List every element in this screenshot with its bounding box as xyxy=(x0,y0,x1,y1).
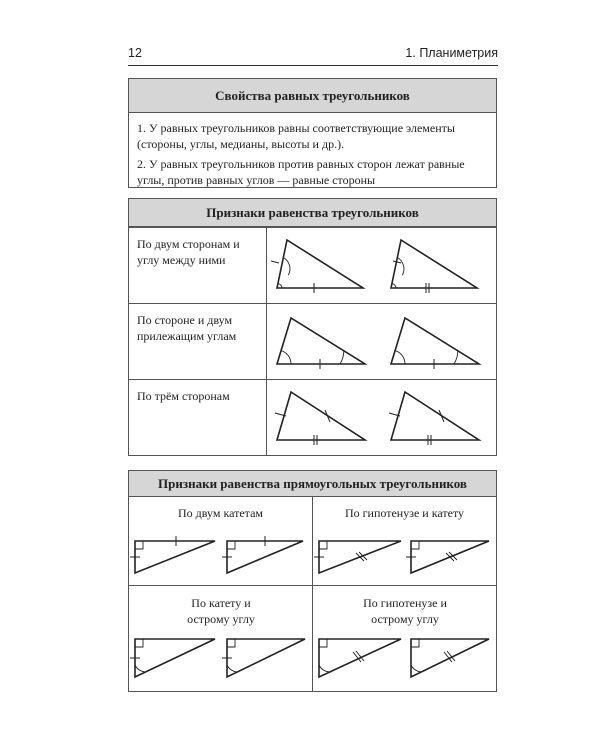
right-angle-mark xyxy=(227,639,235,647)
page-header xyxy=(128,44,498,66)
angle-arc xyxy=(135,665,146,672)
criteria-label: По двум сторонам и углу между ними xyxy=(137,237,240,267)
criteria-title: Признаки равенства треугольников xyxy=(129,199,496,227)
angle-arc xyxy=(283,258,290,276)
right-angle-mark xyxy=(319,541,327,549)
right-criteria-label: По катету и острому углу xyxy=(187,596,255,626)
page-number: 12 xyxy=(128,46,142,60)
angle-arc xyxy=(411,665,422,672)
triangle-outline xyxy=(135,639,215,677)
angle-arc xyxy=(395,351,405,364)
triangle-outline xyxy=(391,392,479,440)
sas-triangles-figure xyxy=(267,228,497,304)
right-criteria-label: По гипотенузе и катету xyxy=(344,506,465,520)
triangle-outline xyxy=(391,240,477,288)
triangle-outline xyxy=(319,639,401,677)
criteria-row-asa xyxy=(129,303,496,379)
chapter-title: 1. Планиметрия xyxy=(405,46,498,60)
tick-mark xyxy=(446,553,454,561)
angle-arc xyxy=(454,351,458,364)
right-angle-mark xyxy=(135,541,143,549)
angle-arc xyxy=(340,351,344,364)
tick-mark xyxy=(449,552,457,560)
angle-arc xyxy=(319,665,330,672)
criteria-label: По трём сторонам xyxy=(137,389,230,403)
triangle-outline xyxy=(277,240,363,288)
leg-angle-triangles-figure xyxy=(129,631,312,691)
properties-table xyxy=(128,78,497,188)
criteria-label: По стороне и двум прилежащим углам xyxy=(137,313,237,343)
criteria-row-sss xyxy=(129,379,496,455)
triangle-outline xyxy=(277,318,365,364)
angle-arc xyxy=(397,258,404,276)
triangle-outline xyxy=(135,541,215,573)
asa-triangles-figure xyxy=(267,304,497,380)
row-divider xyxy=(129,585,496,586)
right-criteria-label: По двум катетам xyxy=(177,506,263,520)
property-item: 2. У равных треугольников против равных сторон лежат равные углы, против равных углов — равные стороны xyxy=(137,157,465,187)
triangle-outline xyxy=(227,639,305,677)
tick-mark xyxy=(359,552,367,560)
right-angle-mark xyxy=(411,639,419,647)
legs-triangles-figure xyxy=(129,529,312,583)
angle-arc xyxy=(227,665,238,672)
hypotenuse-leg-triangles-figure xyxy=(313,529,497,583)
triangle-outline xyxy=(411,639,489,677)
right-angle-mark xyxy=(227,541,235,549)
right-angle-mark xyxy=(319,639,327,647)
triangle-outline xyxy=(277,392,365,440)
right-criteria-title: Признаки равенства прямоугольных треугольников xyxy=(129,471,496,497)
hypotenuse-angle-triangles-figure xyxy=(313,631,497,691)
sss-triangles-figure xyxy=(267,380,497,456)
tick-mark xyxy=(271,261,279,263)
right-angle-mark xyxy=(135,639,143,647)
criteria-table xyxy=(128,198,497,456)
right-criteria-table xyxy=(128,470,497,692)
triangle-outline xyxy=(391,318,479,364)
right-criteria-label: По гипотенузе и острому углу xyxy=(363,596,447,626)
right-angle-mark xyxy=(411,541,419,549)
property-item: 1. У равных треугольников равны соответствующие элементы (стороны, углы, медианы, высоты и др.). xyxy=(137,121,455,151)
properties-title: Свойства равных треугольников xyxy=(129,79,496,113)
angle-arc xyxy=(281,351,291,364)
tick-mark xyxy=(356,553,364,561)
criteria-row-sas xyxy=(129,227,496,303)
